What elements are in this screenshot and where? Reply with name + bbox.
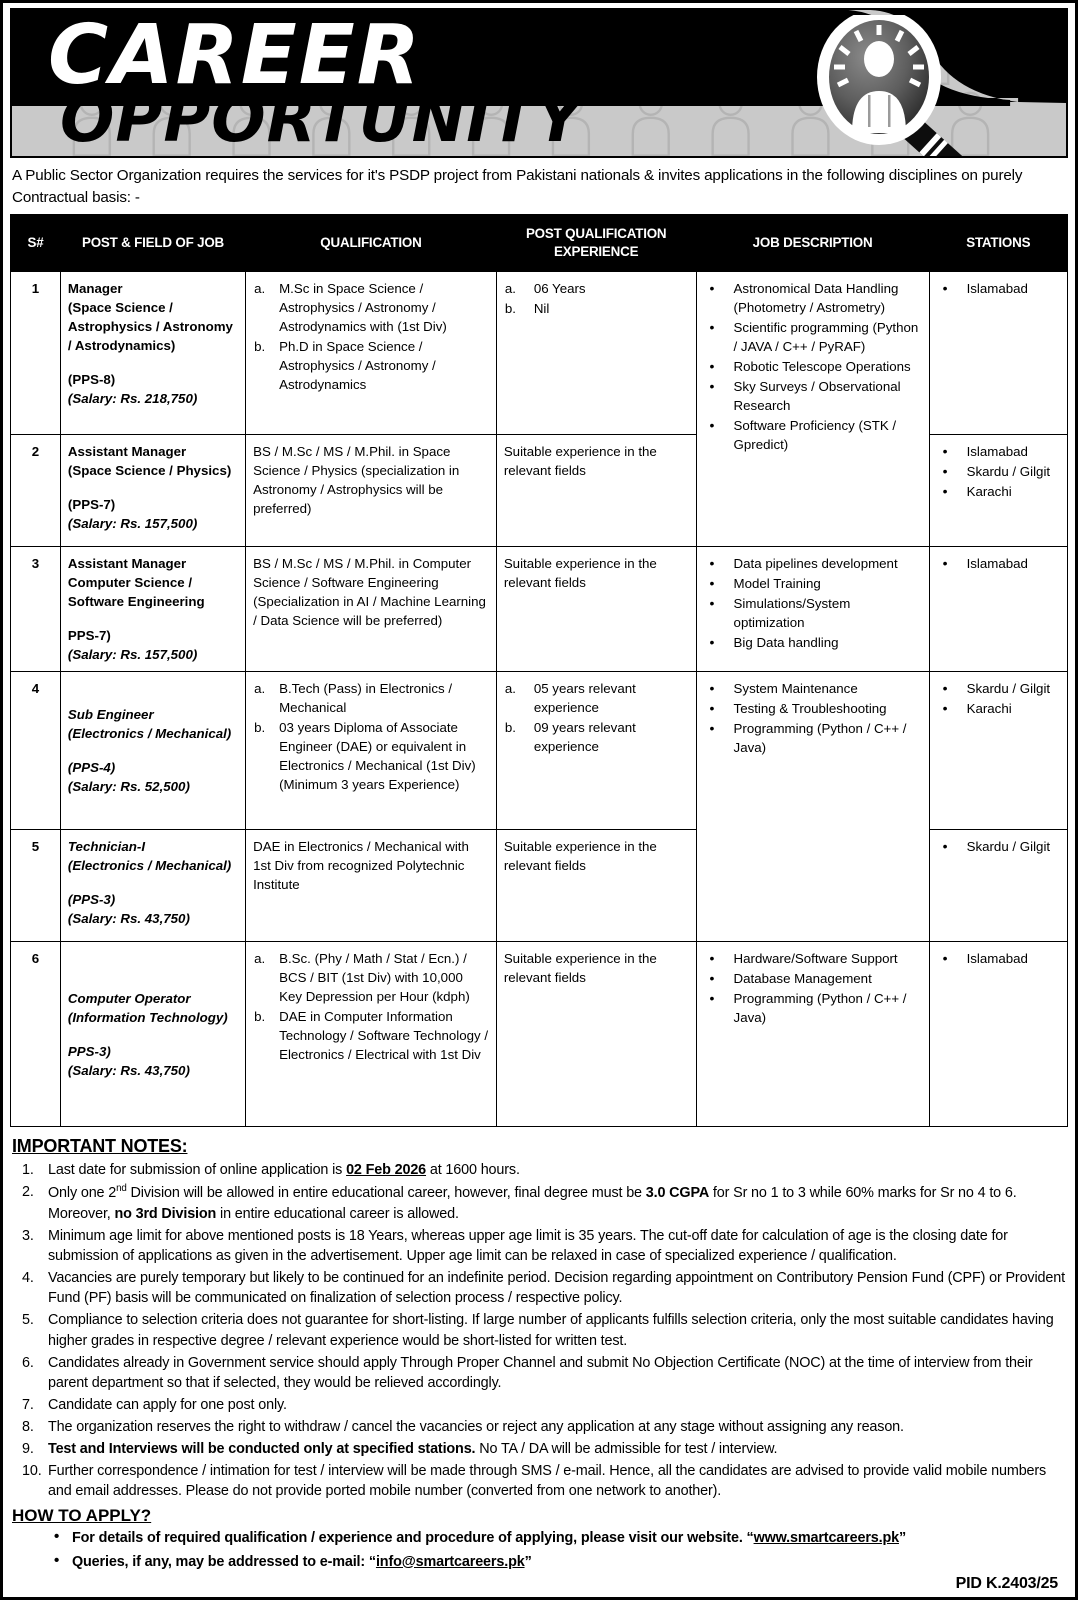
item-text: 06 Years xyxy=(533,281,586,297)
row-experience: Suitable experience in the relevant fields xyxy=(496,830,696,942)
row-qualification: BS / M.Sc / MS / M.Phil. in Space Science / Physics (specialization in Astronomy / Astrophysics will be preferred) xyxy=(246,435,497,547)
item-label: b. xyxy=(504,720,516,736)
note-number: 1. xyxy=(22,1162,34,1179)
row-stations xyxy=(929,942,1067,1127)
header-experience: POST QUALIFICATION EXPERIENCE xyxy=(496,215,696,272)
note-number: 4. xyxy=(22,1269,34,1286)
row-qualification: BS / M.Sc / MS / M.Phil. in Computer Science / Software Engineering (Specialization in AI / Machine Learning / Data Science will be preferred) xyxy=(246,547,497,672)
note-item xyxy=(12,1461,1066,1502)
row-job-description-merged-4-5 xyxy=(696,672,929,942)
website-line[interactable]: For details of required qualification / experience and procedure of applying, please visit our website. “www.smartcareers.pk” xyxy=(72,1529,907,1546)
item-text: 09 years relevant experience xyxy=(533,720,636,755)
header-post: POST & FIELD OF JOB xyxy=(60,215,245,272)
note-item xyxy=(12,1160,1066,1180)
station-item: • Skardu / Gilgit xyxy=(937,837,1060,856)
note-text: Last date for submission of online application is 02 Feb 2026 at 1600 hours. xyxy=(48,1162,520,1179)
post-pps: (PPS-7) xyxy=(67,497,116,513)
job-description-item: • Robotic Telescope Operations xyxy=(704,357,922,376)
row-stations xyxy=(929,672,1067,830)
post-field: (Space Science / Physics) xyxy=(67,463,232,479)
banner-title-opportunity: OPPORTUNITY xyxy=(60,83,584,157)
qualification-item xyxy=(253,679,489,717)
note-text: The organization reserves the right to withdraw / cancel the vacancies or reject any application at any stage without assigning any reason. xyxy=(48,1419,904,1436)
item-text: 05 years relevant experience xyxy=(533,681,636,716)
job-description-item: • Database Management xyxy=(704,969,922,988)
pid-reference: PID K.2403/25 xyxy=(955,1575,1058,1593)
post-salary: (Salary: Rs. 43,750) xyxy=(67,911,190,927)
how-to-apply-heading: HOW TO APPLY? xyxy=(12,1505,152,1525)
note-number: 2. xyxy=(22,1184,34,1201)
item-text: Nil xyxy=(533,301,550,317)
job-description-item: • System Maintenance xyxy=(704,679,922,698)
important-notes-list xyxy=(12,1160,1066,1502)
item-text: B.Tech (Pass) in Electronics / Mechanical xyxy=(279,681,453,716)
item-text: B.Sc. (Phy / Math / Stat / Ecn.) / BCS / BIT (1st Div) with 10,000 Key Depression per Hour (kdph) xyxy=(279,951,470,1005)
job-description-item: • Big Data handling xyxy=(704,633,922,652)
note-number: 6. xyxy=(22,1354,34,1371)
item-label: a. xyxy=(504,281,516,297)
item-label: a. xyxy=(504,681,516,697)
post-title: Assistant Manager Computer Science / Software Engineering xyxy=(67,556,205,610)
header-stations: STATIONS xyxy=(929,215,1067,272)
post-title: Manager xyxy=(67,281,123,297)
note-item xyxy=(12,1310,1066,1351)
post-field: (Information Technology) xyxy=(67,1009,228,1025)
note-text: Candidates already in Government service should apply Through Proper Channel and submit No Objection Certificate (NOC) at the time of interview from their parent department so that if selected, they would be relieved accordingly. xyxy=(48,1354,1033,1392)
job-description-item: • Software Proficiency (STK / Gpredict) xyxy=(704,416,922,454)
note-number: 8. xyxy=(22,1419,34,1436)
row-job-description-merged-1-2 xyxy=(696,272,929,547)
row-experience: Suitable experience in the relevant fields xyxy=(496,942,696,1127)
post-title: Computer Operator xyxy=(67,990,191,1006)
post-title: Sub Engineer xyxy=(67,707,154,723)
job-description-item: • Scientific programming (Python / JAVA / C++ / PyRAF) xyxy=(704,318,922,356)
note-item xyxy=(12,1417,1066,1437)
post-pps: PPS-7) xyxy=(67,628,111,644)
row-qualification xyxy=(246,672,497,830)
row-stations xyxy=(929,830,1067,942)
post-salary: (Salary: Rs. 52,500) xyxy=(67,779,190,795)
item-text: Ph.D in Space Science / Astrophysics / Astronomy / Astrodynamics xyxy=(279,339,436,393)
row-post xyxy=(60,272,245,435)
post-pps: PPS-3) xyxy=(67,1043,111,1059)
row-stations xyxy=(929,547,1067,672)
station-item: • Islamabad xyxy=(937,554,1060,573)
note-item xyxy=(12,1395,1066,1415)
how-to-apply-list xyxy=(12,1528,1066,1573)
row-qualification xyxy=(246,942,497,1127)
row-stations xyxy=(929,272,1067,435)
job-description-item: • Sky Surveys / Observational Research xyxy=(704,377,922,415)
row-post xyxy=(60,435,245,547)
item-text: DAE in Computer Information Technology / Software Technology / Electronics / Electrical with 1st Div xyxy=(279,1009,489,1063)
row-post xyxy=(60,942,245,1127)
row-post xyxy=(60,672,245,830)
row-serial: 4 xyxy=(11,672,61,830)
post-salary: (Salary: Rs. 218,750) xyxy=(67,391,198,407)
row-experience: Suitable experience in the relevant fields xyxy=(496,435,696,547)
qualification-item xyxy=(253,279,489,336)
note-text: Vacancies are purely temporary but likely to be continued for an indefinite period. Decision regarding appointment on Contributory Pension Fund (CPF) or Provident Fund (PF) basis will be communicated on finalization of selection process / respective policy. xyxy=(48,1269,1065,1307)
job-description-item: • Programming (Python / C++ / Java) xyxy=(704,719,922,757)
station-item: • Skardu / Gilgit xyxy=(937,462,1060,481)
item-label: b. xyxy=(254,720,266,736)
row-serial: 6 xyxy=(11,942,61,1127)
row-qualification: DAE in Electronics / Mechanical with 1st Div from recognized Polytechnic Institute xyxy=(246,830,497,942)
qualification-item xyxy=(253,949,489,1006)
note-text: Minimum age limit for above mentioned posts is 18 Years, whereas upper age limit is 35 years. The cut-off date for calculation of age is the closing date for submission of applications as given in the advertisement. Upper age limit can be relaxed in case of specialized experience / qualification. xyxy=(48,1227,1008,1264)
row-stations xyxy=(929,435,1067,547)
job-description-item: • Data pipelines development xyxy=(704,554,922,573)
post-pps: (PPS-4) xyxy=(67,760,116,776)
qualification-item xyxy=(253,1007,489,1064)
item-text: M.Sc in Space Science / Astrophysics / Astronomy / Astrodynamics with (1st Div) xyxy=(279,281,447,335)
table-header-row xyxy=(11,215,1068,272)
how-to-apply-item xyxy=(12,1552,1066,1574)
job-description-item: • Model Training xyxy=(704,574,922,593)
note-item xyxy=(12,1439,1066,1459)
experience-item xyxy=(504,279,689,298)
job-description-item: • Programming (Python / C++ / Java) xyxy=(704,989,922,1027)
note-number: 5. xyxy=(22,1312,34,1329)
header-sn: S# xyxy=(11,215,61,272)
station-item: • Karachi xyxy=(937,482,1060,501)
item-text: 03 years Diploma of Associate Engineer (DAE) or equivalent in Electronics / Mechanical (1st Div) (Minimum 3 years Experience) xyxy=(279,720,476,793)
item-label: b. xyxy=(254,339,266,355)
post-salary: (Salary: Rs. 157,500) xyxy=(67,516,198,532)
table-row xyxy=(11,547,1068,672)
station-item: • Skardu / Gilgit xyxy=(937,679,1060,698)
how-to-apply-item xyxy=(12,1528,1066,1550)
row-serial: 5 xyxy=(11,830,61,942)
row-serial: 3 xyxy=(11,547,61,672)
row-experience: Suitable experience in the relevant fields xyxy=(496,547,696,672)
item-label: a. xyxy=(254,951,266,967)
item-label: b. xyxy=(254,1009,266,1025)
post-field: (Space Science / Astrophysics / Astronomy / Astrodynamics) xyxy=(67,300,233,354)
post-field: (Electronics / Mechanical) xyxy=(67,726,232,742)
post-title: Assistant Manager xyxy=(67,444,187,460)
note-item xyxy=(12,1182,1066,1224)
note-text: Candidate can apply for one post only. xyxy=(48,1397,287,1414)
post-salary: (Salary: Rs. 157,500) xyxy=(67,647,198,663)
job-description-item: • Simulations/System optimization xyxy=(704,594,922,632)
row-experience xyxy=(496,672,696,830)
row-post xyxy=(60,547,245,672)
row-job-description xyxy=(696,547,929,672)
note-item xyxy=(12,1226,1066,1267)
station-item: • Islamabad xyxy=(937,949,1060,968)
header-qualification: QUALIFICATION xyxy=(246,215,497,272)
item-label: a. xyxy=(254,681,266,697)
note-item xyxy=(12,1268,1066,1309)
banner-title-career: CAREER xyxy=(48,8,422,103)
row-serial: 2 xyxy=(11,435,61,547)
ad-reference: Ad Ref 26-01-A xyxy=(949,30,1052,47)
intro-paragraph: A Public Sector Organization requires the services for it's PSDP project from Pakistani nationals & invites applications in the following disciplines on purely Contractual basis: - xyxy=(12,167,1023,206)
row-experience xyxy=(496,272,696,435)
table-row xyxy=(11,672,1068,830)
career-opportunity-banner xyxy=(10,8,1068,158)
job-description-item: • Hardware/Software Support xyxy=(704,949,922,968)
job-description-item: • Astronomical Data Handling (Photometry / Astrometry) xyxy=(704,279,922,317)
header-job-description: JOB DESCRIPTION xyxy=(696,215,929,272)
station-item: • Karachi xyxy=(937,699,1060,718)
table-row xyxy=(11,272,1068,435)
post-pps: (PPS-3) xyxy=(67,892,116,908)
note-item xyxy=(12,1353,1066,1394)
row-post xyxy=(60,830,245,942)
note-number: 9. xyxy=(22,1441,34,1458)
station-item: • Islamabad xyxy=(937,442,1060,461)
experience-item xyxy=(504,679,689,717)
note-text: Only one 2nd Division will be allowed in entire educational career, however, final degree must be 3.0 CGPA for Sr no 1 to 3 while 60% marks for Sr no 4 to 6. Moreover, no 3rd Division in entire educational career is allowed. xyxy=(48,1183,1017,1222)
post-field: (Electronics / Mechanical) xyxy=(67,858,232,874)
note-text: Further correspondence / intimation for test / interview will be made through SMS / e-mail. Hence, all the candidates are advised to provide valid mobile numbers and email addresses. Please do not provide ported mobile number (converted from one network to another). xyxy=(48,1462,1047,1500)
post-pps: (PPS-8) xyxy=(67,372,116,388)
experience-item xyxy=(504,718,689,756)
note-number: 10. xyxy=(22,1462,42,1479)
jobs-table xyxy=(10,214,1068,1127)
row-qualification xyxy=(246,272,497,435)
post-salary: (Salary: Rs. 43,750) xyxy=(67,1062,190,1078)
job-description-item: • Testing & Troubleshooting xyxy=(704,699,922,718)
row-serial: 1 xyxy=(11,272,61,435)
note-number: 7. xyxy=(22,1397,34,1414)
item-label: b. xyxy=(504,301,516,317)
qualification-item xyxy=(253,337,489,394)
post-title: Technician-I xyxy=(67,839,146,855)
note-text: Test and Interviews will be conducted only at specified stations. No TA / DA will be admissible for test / interview. xyxy=(48,1441,778,1458)
experience-item xyxy=(504,299,689,318)
note-text: Compliance to selection criteria does not guarantee for short-listing. If large number of applicants fulfills selection criteria, only the most suitable candidates having higher grades in respective degree / relevant experience would be short-listed for written test. xyxy=(48,1312,1054,1349)
qualification-item xyxy=(253,718,489,794)
row-job-description xyxy=(696,942,929,1127)
item-label: a. xyxy=(254,281,266,297)
email-line[interactable]: Queries, if any, may be addressed to e-mail: “info@smartcareers.pk” xyxy=(72,1553,532,1570)
important-notes-heading: IMPORTANT NOTES: xyxy=(12,1136,188,1157)
table-row xyxy=(11,942,1068,1127)
station-item: • Islamabad xyxy=(937,279,1060,298)
note-number: 3. xyxy=(22,1227,34,1244)
